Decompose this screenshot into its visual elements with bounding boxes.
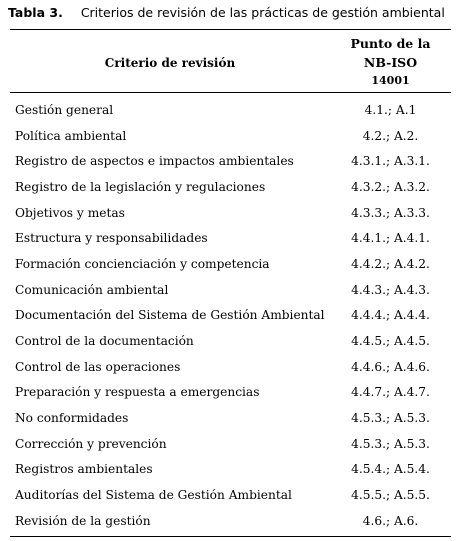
caption-label: Tabla 3. bbox=[8, 5, 63, 20]
table-body bbox=[10, 93, 451, 534]
table-row bbox=[10, 482, 451, 508]
table-header-row bbox=[10, 30, 451, 92]
cell-punto: 4.2.; A.2. bbox=[362, 128, 419, 143]
cell-criterio: Control de la documentación bbox=[15, 334, 194, 349]
table-row bbox=[10, 148, 451, 174]
review-criteria-table bbox=[10, 29, 451, 537]
header-punto-line2: NB-ISO bbox=[363, 54, 418, 70]
cell-criterio: Corrección y prevención bbox=[15, 436, 167, 451]
cell-criterio: Comunicación ambiental bbox=[15, 282, 169, 297]
cell-punto: 4.5.4.; A.5.4. bbox=[351, 462, 430, 477]
header-punto-line3: 14001 bbox=[371, 73, 410, 87]
cell-punto: 4.4.4.; A.4.4. bbox=[351, 308, 430, 323]
table-row bbox=[10, 431, 451, 457]
table-row bbox=[10, 303, 451, 329]
cell-punto: 4.1.; A.1 bbox=[364, 102, 417, 117]
cell-punto: 4.4.3.; A.4.3. bbox=[351, 282, 430, 297]
table-row bbox=[10, 225, 451, 251]
cell-punto: 4.4.5.; A.4.5. bbox=[351, 334, 430, 349]
table-row bbox=[10, 354, 451, 380]
cell-punto: 4.4.7.; A.4.7. bbox=[351, 385, 430, 400]
cell-criterio: Objetivos y metas bbox=[15, 205, 125, 220]
table-row bbox=[10, 277, 451, 303]
cell-criterio: Preparación y respuesta a emergencias bbox=[15, 385, 260, 400]
table-row bbox=[10, 97, 451, 123]
table-row bbox=[10, 508, 451, 534]
cell-criterio: Gestión general bbox=[15, 102, 114, 117]
cell-punto: 4.5.3.; A.5.3. bbox=[351, 411, 430, 426]
cell-criterio: Registro de la legislación y regulaciones bbox=[15, 179, 266, 194]
table-row bbox=[10, 405, 451, 431]
table-row bbox=[10, 380, 451, 406]
cell-criterio: Política ambiental bbox=[15, 128, 127, 143]
table-row bbox=[10, 200, 451, 226]
cell-criterio: Formación concienciación y competencia bbox=[15, 256, 270, 271]
cell-criterio: Auditorías del Sistema de Gestión Ambiental bbox=[15, 488, 292, 503]
table-row bbox=[10, 174, 451, 200]
cell-criterio: Estructura y responsabilidades bbox=[15, 231, 208, 246]
table-row bbox=[10, 328, 451, 354]
cell-criterio: No conformidades bbox=[15, 411, 129, 426]
header-punto-line1: Punto de la bbox=[350, 35, 431, 51]
cell-punto: 4.6.; A.6. bbox=[362, 513, 419, 528]
table-row bbox=[10, 123, 451, 149]
table-row bbox=[10, 251, 451, 277]
table-row bbox=[10, 457, 451, 483]
header-punto bbox=[330, 34, 451, 89]
cell-punto: 4.5.3.; A.5.3. bbox=[351, 436, 430, 451]
cell-punto: 4.3.1.; A.3.1. bbox=[351, 154, 430, 169]
table-bottom-rule bbox=[10, 536, 451, 537]
cell-criterio: Control de las operaciones bbox=[15, 359, 181, 374]
cell-criterio: Revisión de la gestión bbox=[15, 513, 151, 528]
cell-criterio: Registros ambientales bbox=[15, 462, 153, 477]
cell-criterio: Registro de aspectos e impactos ambientales bbox=[15, 154, 294, 169]
cell-punto: 4.3.3.; A.3.3. bbox=[351, 205, 430, 220]
cell-punto: 4.4.2.; A.4.2. bbox=[351, 256, 430, 271]
caption-title: Criterios de revisión de las prácticas de gestión ambiental bbox=[80, 5, 445, 20]
table-caption bbox=[8, 5, 445, 20]
cell-punto: 4.3.2.; A.3.2. bbox=[351, 179, 430, 194]
cell-punto: 4.4.1.; A.4.1. bbox=[351, 231, 430, 246]
cell-punto: 4.5.5.; A.5.5. bbox=[351, 488, 430, 503]
cell-criterio: Documentación del Sistema de Gestión Ambiental bbox=[15, 308, 325, 323]
cell-punto: 4.4.6.; A.4.6. bbox=[351, 359, 430, 374]
header-criterio: Criterio de revisión bbox=[104, 56, 236, 70]
